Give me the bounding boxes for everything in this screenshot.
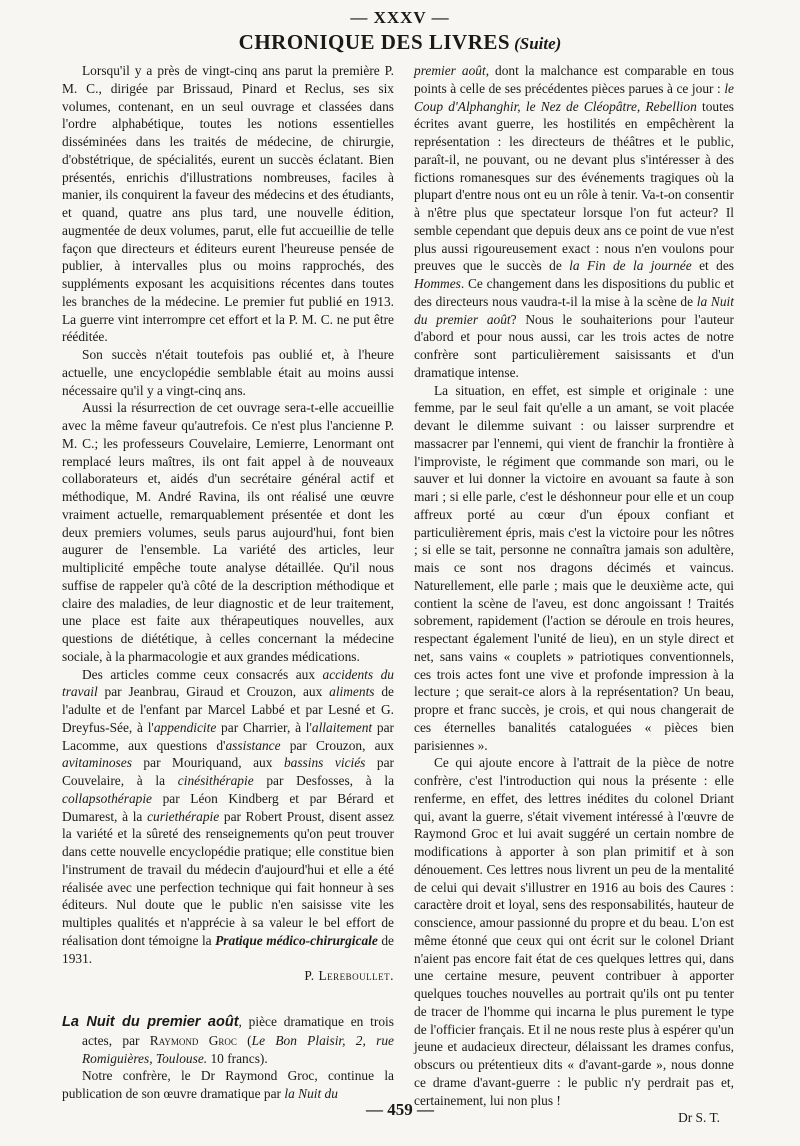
paragraph: Aussi la résurrection de cet ouvrage sera-t-elle accueillie avec la même faveur qu'autrefois. Ce n'est plus l'ancienne P. M. C.; les professeurs Couvelaire, Lemierre, Lenormant ont remplacé leurs maîtres, ils ont fait appel à de nouveaux collaborateurs et, aidés d'un secrétaire général actif et méthodique, M. André Ravina, ils ont réalisé une œuvre vraiment actuelle, remarquablement présentée et dont les deux premiers volumes, seuls parus aujourd'hui, font bien augurer de l'ensemble. La variété des articles, leur multiplicité empêche toute analyse détaillée. Qu'il nous suffise de rappeler qu'à côté de la description méthodique et claire des maladies, de leur diagnostic et de leur traitement, une place est faite aux thérapeutiques nouvelles, aux questions de diététique, à celles concernant la médecine sociale, à la pharmacologie et aux grandes médications.	[62, 400, 394, 664]
paragraph: Son succès n'était toutefois pas oublié et, à l'heure actuelle, une encyclopédie semblable était au moins aussi nécessaire qu'il y a vingt-cinq ans.	[62, 347, 394, 398]
title-main: CHRONIQUE DES LIVRES	[238, 30, 511, 54]
page-header	[0, 8, 800, 57]
title-suffix: (Suite)	[514, 34, 562, 53]
signature: Dr S. T.	[678, 1110, 720, 1126]
page-number: — 459 —	[366, 1100, 434, 1119]
paragraph: La situation, en effet, est simple et originale : une femme, par le seul fait qu'elle a un amant, se voit placée devant le dilemme suivant : ou laisser surprendre et massacrer par l'ennemi, qui vient de franchir la frontière à l'improviste, le régiment que commande son mari, ou le sauver et lui donner la victoire en avouant sa faute à son mari ; si elle parle, c'est le déshonneur pour elle et un coup affreux porté au cœur d'un époux confiant et particulièrement épris, mais c'est la victoire pour les nôtres ; si elle se tait, personne ne connaîtra jamais son adultère, mais ce sont nos dragons décimés et vaincus. Naturellement, elle parle ; mais que le deuxième acte, qui contient la scène de l'aveu, est donc angoissant ! Traités sobrement, rapidement (l'action se déroule en trois heures, respectant également l'unité de lieu), en un style direct et net, sans vains « couplets » patriotiques conventionnels, ces trois actes font une vive et profonde impression à la lecture ; que serait-ce alors à la représentation? Un beau, propre et franc succès, je crois, et qui nous changerait de ces éternelles banalités cataloguées « pièces bien parisiennes ».	[414, 382, 734, 753]
right-column	[414, 62, 734, 1127]
paragraph: premier août, dont la malchance est comparable en tous points à celle de ses précédentes pièces parues à ce jour : le Coup d'Alphanghir, le Nez de Cléopâtre, Rebellion toutes écrites avant guerre, les hostilités en empêchèrent la représentation : les directeurs de théâtres et le public, paraît-il, ne pouvant, ou ne devant plus s'intéresser à des fictions romanesques sur des événements tragiques où la plupart d'entre nous ont eu un rôle à tenir. Va-t-on consentir à n'être plus que spectateur lorsque l'on fut acteur? Il semble cependant que depuis deux ans ce point de vue n'est plus aussi rigoureusement exact : nous n'en voulons pour preuves que le succès de la Fin de la journée et des Hommes. Ce changement dans les dispositions du public et des directeurs nous vaudra-t-il la mise à la scène de la Nuit du premier août? Nous le souhaiterions pour l'auteur d'abord et pour nous aussi, car les trois actes de notre confrère sont particulièrement saisissants et d'un dramatique intense.	[414, 63, 734, 380]
section-number: — XXXV —	[350, 8, 450, 27]
paragraph: Lorsqu'il y a près de vingt-cinq ans parut la première P. M. C., dirigée par Brissaud, Pinard et Reclus, ses six volumes, contenant, en un seul ouvrage et classées dans l'ordre alphabétique, toutes les notions essentielles disséminées dans les traités de médecine, de chirurgie, d'obstétrique, de spécialités, eurent un succès éclatant. Bien présentés, enrichis d'illustrations nombreuses, faciles à manier, ils conquirent la faveur des médecins et des étudiants, et quand, quatre ans plus tard, une nouvelle édition, augmentée de deux volumes, parut, elle fut accueillie de telle façon que directeurs et éditeurs eurent l'heureuse pensée de publier, à intervalles plus ou moins rapprochés, des suppléments exposant les acquisitions récentes dans toutes les branches de la médecine. Le premier fut publié en 1913. La guerre vint interrompre cet effort et la P. M. C. ne put être rééditée.	[62, 63, 394, 345]
left-column	[62, 62, 394, 1103]
paragraph: Notre confrère, le Dr Raymond Groc, continue la publication de son œuvre dramatique par la Nuit du	[62, 1068, 394, 1101]
paragraph: Des articles comme ceux consacrés aux accidents du travail par Jeanbrau, Giraud et Crouzon, aux aliments de l'adulte et de l'enfant par Marcel Labbé et par Lesné et G. Dreyfus-Sée, à l'appendicite par Charrier, à l'allaitement par Lacomme, aux questions d'assistance par Crouzon, aux avitaminoses par Mouriquand, aux bassins viciés par Couvelaire, à la cinésithérapie par Desfosses, à la collapsothérapie par Léon Kindberg et par Bérard et Dumarest, à la curiethérapie par Robert Proust, disent assez la variété et la sûreté des renseignements qu'on peut trouver dans cette nouvelle encyclopédie pratique; elle constitue bien l'instrument de travail du médecin d'aujourd'hui et elle a été réalisée avec une perfection technique qui fait honneur à ses éditeurs. Nul doute que le public n'en saisisse vite les multiples qualités et n'apprécie à sa valeur le bel effort de réalisation dont témoigne la Pratique médico-chirurgicale de 1931.	[62, 666, 395, 966]
review-heading: La Nuit du premier août, pièce dramatique en trois actes, par Raymond Groc (Le Bon Plaisir, 2, rue Romiguières, Toulouse. 10 francs).	[62, 1014, 394, 1066]
page-title	[0, 30, 800, 57]
paragraph: Ce qui ajoute encore à l'attrait de la pièce de notre confrère, c'est l'introduction qui nous la présente : elle renferme, en effet, des lettres inédites du colonel Driant qui, avant la guerre, s'était vivement intéressé à l'œuvre de Raymond Groc et lui avait suggéré un certain nombre de modifications à apporter à son plan primitif et à son dénouement. Ces lettres nous livrent un peu de la mentalité de celui qui devait s'illustrer en 1916 au bois des Caures : caractère droit et loyal, sens des responsabilités, hauteur de conscience, amour passionné du propre et du beau. L'on est même étonné que ceux qui ont écrit sur le colonel Driant n'aient pas encore fait état de ces quelques lettres qui, dans une certaine mesure, peuvent contribuer à apporter quelques touches nouvelles au portrait qu'ils ont pu tenter de tracer de l'homme qui incarna le plus purement le type de l'officier français. Et il ne nous reste plus à espérer qu'un jeune et audacieux directeur, délaissant les drames confus, obscurs ou prétentieux dits « d'avant-garde », nous donne ce drame d'avant-guerre : le public n'y perdrait pas et, certainement, lui non plus !	[414, 755, 734, 1108]
review-title: La Nuit du premier août	[62, 1014, 239, 1030]
signature: P. Lereboullet.	[304, 968, 394, 984]
review-publisher: Le Bon Plaisir, 2, rue Romiguières, Toulouse.	[82, 1032, 394, 1066]
review-author: Raymond Groc	[149, 1032, 237, 1048]
